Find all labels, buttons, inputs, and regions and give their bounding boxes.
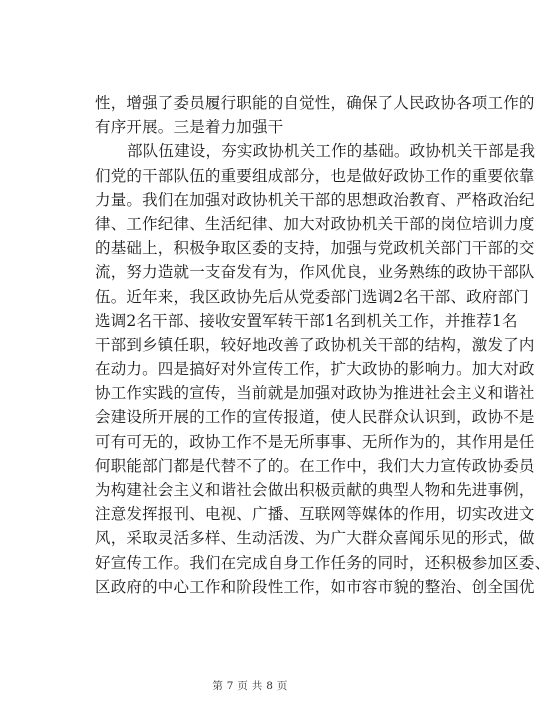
text-line: 会建设所开展的工作的宣传报道，使人民群众认识到，政协不是 xyxy=(95,408,535,427)
text-line: 干部到乡镇任职，较好地改善了政协机关干部的结构，激发了内 xyxy=(95,335,535,354)
text-line: 好宣传工作。我们在完成自身工作任务的同时，还积极参加区委、 xyxy=(95,553,550,572)
text-line: 区政府的中心工作和阶段性工作，如市容市貌的整治、创全国优 xyxy=(95,577,535,596)
text-line: 有序开展。三是着力加强干 xyxy=(95,118,284,137)
text-line: 伍。近年来，我区政协先后从党委部门选调2名干部、政府部门 xyxy=(95,287,529,306)
text-line: 性，增强了委员履行职能的自觉性，确保了人民政协各项工作的 xyxy=(95,94,535,112)
document-body xyxy=(95,91,550,599)
text-line: 何职能部门都是代替不了的。在工作中，我们大力宣传政协委员 xyxy=(95,456,535,475)
text-line: 风，采取灵活多样、生动活泼、为广大群众喜闻乐见的形式，做 xyxy=(95,529,535,548)
text-line: 选调2名干部、接收安置军转干部1名到机关工作，并推荐1名 xyxy=(95,311,518,330)
text-line: 们党的干部队伍的重要组成部分，也是做好政协工作的重要依靠 xyxy=(95,166,535,185)
text-line: 律、工作纪律、生活纪律、加大对政协机关干部的岗位培训力度 xyxy=(95,214,535,233)
text-line: 流，努力造就一支奋发有为，作风优良，业务熟练的政协干部队 xyxy=(95,263,535,282)
text-line: 为构建社会主义和谐社会做出积极贡献的典型人物和先进事例， xyxy=(95,481,535,499)
text-line: 协工作实践的宣传，当前就是加强对政协为推进社会主义和谐社 xyxy=(95,384,535,403)
text-line: 可有可无的，政协工作不是无所事事、无所作为的，其作用是任 xyxy=(95,432,535,451)
text-line: 力量。我们在加强对政协机关干部的思想政治教育、严格政治纪 xyxy=(95,190,535,209)
text-line: 的基础上，积极争取区委的支持，加强与党政机关部门干部的交 xyxy=(95,239,535,258)
text-line: 部队伍建设，夯实政协机关工作的基础。政协机关干部是我 xyxy=(127,142,536,161)
text-line: 在动力。四是搞好对外宣传工作，扩大政协的影响力。加大对政 xyxy=(95,360,535,379)
text-line: 注意发挥报刊、电视、广播、互联网等媒体的作用，切实改进文 xyxy=(95,505,535,524)
page-number-footer: 第 7 页 共 8 页 xyxy=(212,680,288,692)
